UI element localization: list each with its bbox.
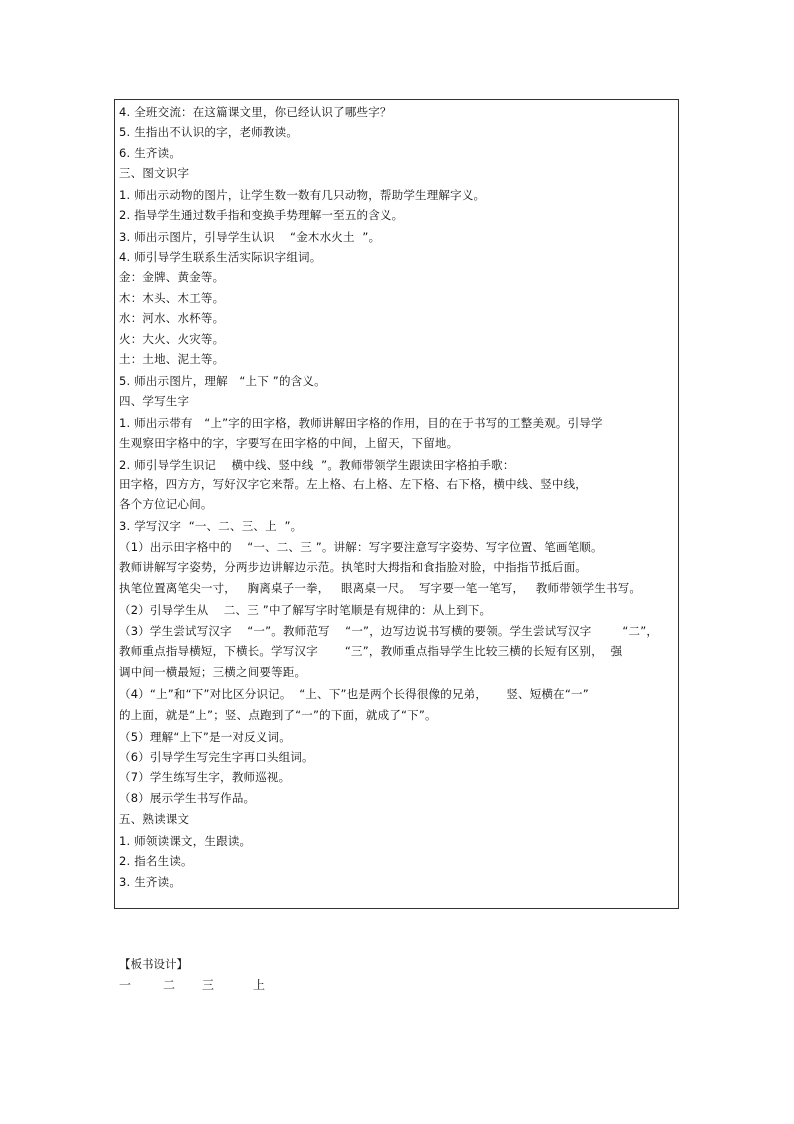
lesson-line: （5）理解“上下”是一对反义词。 xyxy=(119,730,291,744)
lesson-line: 土：土地、泥土等。 xyxy=(119,352,225,366)
board-char: 上 xyxy=(253,978,266,992)
lesson-line: 执笔位置离笔尖一寸， 胸离桌子一拳， 眼离桌一尺。 写字要一笔一笔写， 教师带领学生书写。 xyxy=(119,581,642,595)
lesson-line: 5. 师出示图片，理解 “上下 ”的含义。 xyxy=(119,374,326,388)
board-design xyxy=(119,957,266,992)
lesson-line: 调中间一横最短；三横之间要等距。 xyxy=(119,665,307,679)
section-heading: 五、熟读课文 xyxy=(119,812,190,826)
lesson-line: 6. 生齐读。 xyxy=(119,146,182,160)
section-heading: 三、图文识字 xyxy=(119,166,190,180)
lesson-line: （8）展示学生书写作品。 xyxy=(119,791,256,805)
lesson-line: 的上面，就是“上”；竖、点跑到了“一”的下面，就成了“下”。 xyxy=(119,708,437,722)
lesson-line: 4. 师引导学生联系生活实际识字组词。 xyxy=(119,250,322,264)
lesson-line: 2. 指名生读。 xyxy=(119,854,193,868)
lesson-line: 3. 师出示图片，引导学生认识 “金木水火土 ”。 xyxy=(119,230,381,244)
board-design-title: 【板书设计】 xyxy=(119,957,188,971)
lesson-line: 各个方位记心间。 xyxy=(119,497,213,511)
lesson-line: （1）出示田字格中的 “一、二、三 ”。讲解：写字要注意写字姿势、写字位置、笔画笔顺。 xyxy=(119,540,603,554)
lesson-line: （6）引导学生写完生字再口头组词。 xyxy=(119,750,314,764)
board-char: 二 xyxy=(163,978,176,992)
lesson-line: 木：木头、木工等。 xyxy=(119,291,225,305)
lesson-line: 教师重点指导横短，下横长。学写汉字 “三”，教师重点指导学生比较三横的长短有区别， 强 xyxy=(119,644,623,658)
lesson-line: 5. 生指出不认识的字，老师教读。 xyxy=(119,125,299,139)
board-char: 三 xyxy=(202,978,215,992)
lesson-line: 2. 指导学生通过数手指和变换手势理解一至五的含义。 xyxy=(119,208,404,222)
lesson-line: 火：大火、火灾等。 xyxy=(119,332,225,346)
lesson-line: 田字格，四方方，写好汉字它来帮。左上格、右上格、左下格、右下格，横中线、竖中线， xyxy=(119,477,587,491)
lesson-line: 1. 师领读课文，生跟读。 xyxy=(119,834,252,848)
lesson-line: 4. 全班交流：在这篇课文里，你已经认识了哪些字？ xyxy=(119,105,392,119)
lesson-line: 2. 师引导学生识记 横中线、竖中线 ”。教师带领学生跟读田字格拍手歌： xyxy=(119,458,515,472)
lesson-line: （7）学生练写生字，教师巡视。 xyxy=(119,770,291,784)
lesson-line: 生观察田字格中的字，字要写在田字格的中间，上留天，下留地。 xyxy=(119,436,459,450)
lesson-line: 1. 师出示动物的图片，让学生数一数有几只动物，帮助学生理解字义。 xyxy=(119,188,486,202)
board-char: 一 xyxy=(119,978,132,992)
lesson-line: 3. 生齐读。 xyxy=(119,875,182,889)
lesson-line: （3）学生尝试写汉字 “一”。教师范写 “一”，边写边说书写横的要领。学生尝试写汉字 “二”， xyxy=(119,624,659,638)
lesson-line: （4）“上”和“下”对比区分识记。 “上、下”也是两个长得很像的兄弟， 竖、短横在“一” xyxy=(119,687,589,701)
section-heading: 四、学写生字 xyxy=(119,394,190,408)
lesson-line: （2）引导学生从 二、三 ”中了解写字时笔顺是有规律的：从上到下。 xyxy=(119,603,492,617)
lesson-line: 1. 师出示带有 “上”字的田字格，教师讲解田字格的作用，目的在于书写的工整美观。引导学 xyxy=(119,416,603,430)
board-design-chars xyxy=(119,978,319,994)
lesson-content-box xyxy=(114,99,679,909)
lesson-line: 金：金牌、黄金等。 xyxy=(119,270,225,284)
lesson-line: 3. 学写汉字 “一、二、三、上 ”。 xyxy=(119,519,303,533)
lesson-line: 水：河水、水杯等。 xyxy=(119,311,225,325)
lesson-line: 教师讲解写字姿势，分两步边讲解边示范。执笔时大拇指和食指脸对脸，中指指节抵后面。 xyxy=(119,560,587,574)
